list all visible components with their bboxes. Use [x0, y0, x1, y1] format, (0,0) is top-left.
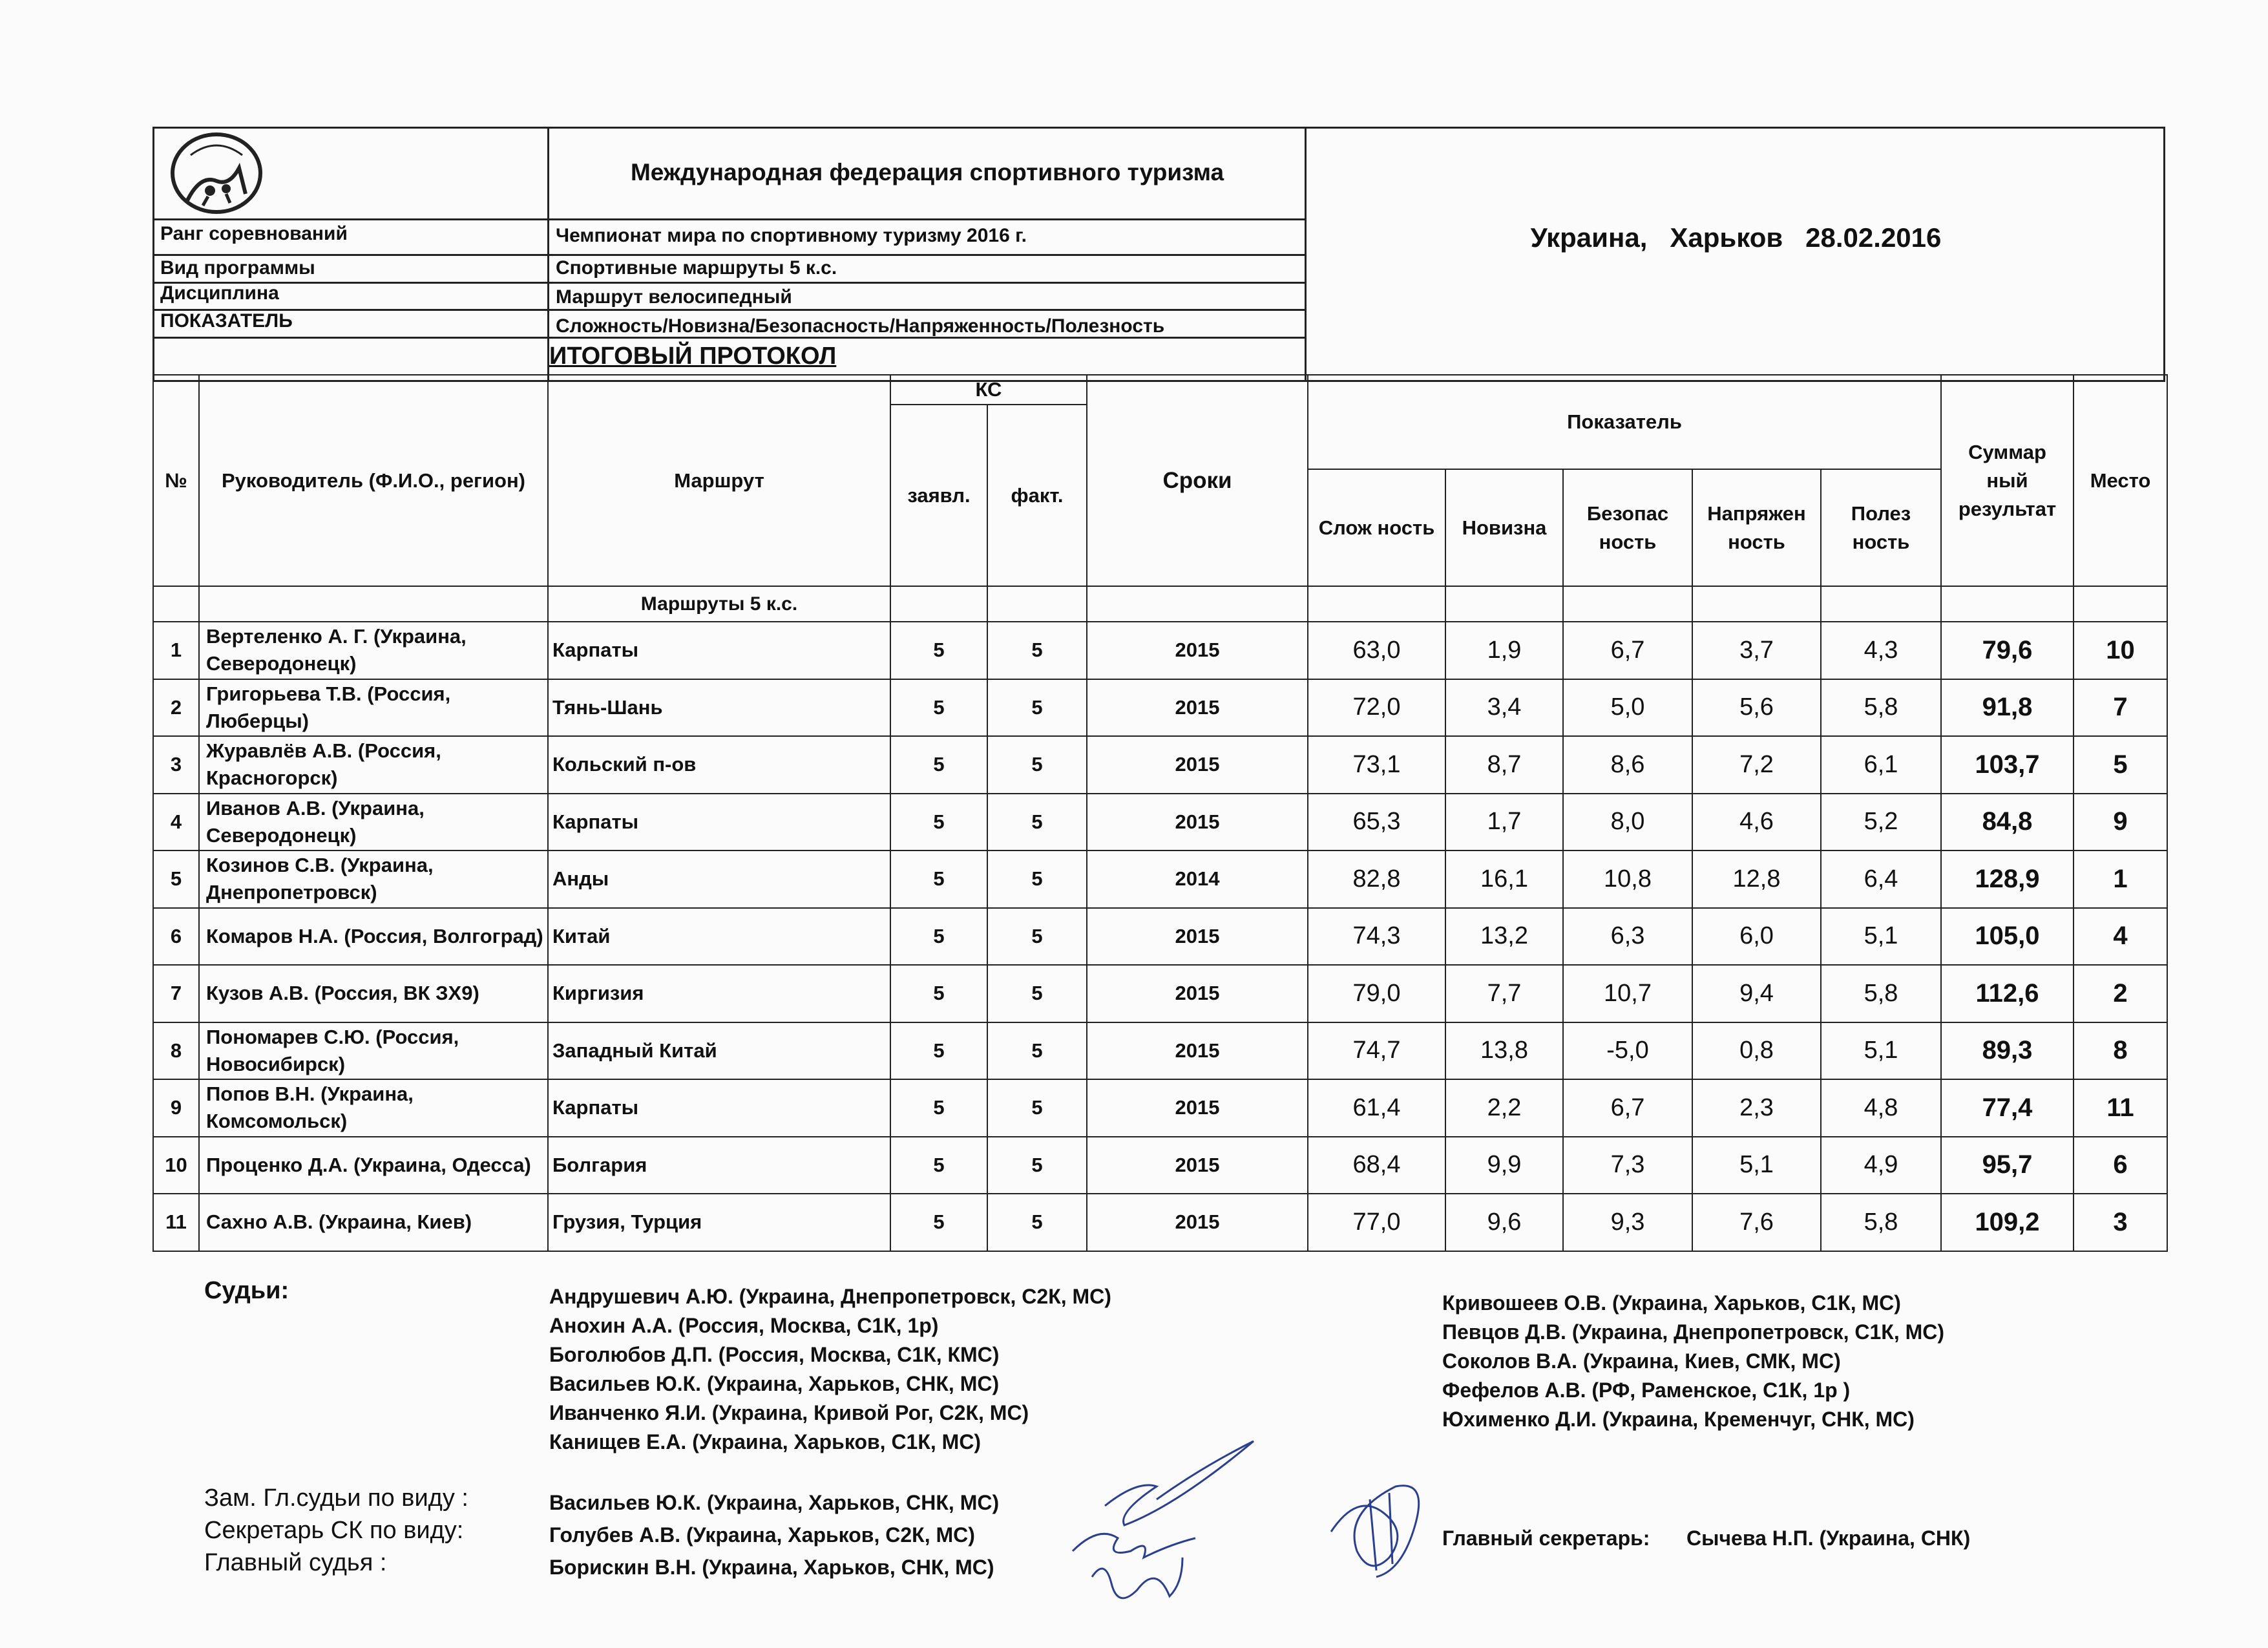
row-declared: 5: [890, 736, 987, 794]
row-intensity: 0,8: [1692, 1022, 1821, 1080]
col-total-label: Суммар ный результат: [1958, 440, 2057, 520]
row-declared: 5: [890, 908, 987, 966]
row-total: 79,6: [1941, 622, 2074, 679]
table-row: [153, 1022, 2167, 1080]
row-actual: 5: [987, 1079, 1087, 1137]
row-year: 2015: [1087, 622, 1308, 679]
col-indicator: Показатель: [1308, 375, 1941, 469]
row-declared: 5: [890, 622, 987, 679]
row-year: 2015: [1087, 1137, 1308, 1194]
row-safety: 6,7: [1563, 1079, 1692, 1137]
row-route: Киргизия: [548, 965, 890, 1022]
judge-line: Андрушевич А.Ю. (Украина, Днепропетровск, С2К, МС): [549, 1285, 1111, 1308]
row-route: Грузия, Турция: [548, 1194, 890, 1251]
row-intensity: 9,4: [1692, 965, 1821, 1022]
ifst-logo: [162, 129, 271, 216]
row-leader: Проценко Д.А. (Украина, Одесса): [199, 1137, 548, 1194]
org-title: Международная федерация спортивного туризма: [630, 159, 1224, 185]
row-leader: Кузов А.В. (Россия, ВК ЗХ9): [199, 965, 548, 1022]
row-route: Анды: [548, 850, 890, 908]
row-total: 77,4: [1941, 1079, 2074, 1137]
col-usefulness: [1821, 469, 1941, 586]
row-route: Карпаты: [548, 794, 890, 851]
row-declared: 5: [890, 1194, 987, 1251]
row-declared: 5: [890, 794, 987, 851]
row-route: Карпаты: [548, 622, 890, 679]
row-no: 11: [153, 1194, 199, 1251]
row-safety: 10,7: [1563, 965, 1692, 1022]
judge-line: Юхименко Д.И. (Украина, Кременчуг, СНК, МС): [1442, 1408, 1915, 1431]
row-safety: 8,6: [1563, 736, 1692, 794]
judge-line: Васильев Ю.К. (Украина, Харьков, СНК, МС): [549, 1372, 1000, 1395]
official-role: Главный судья :: [204, 1549, 387, 1576]
row-complexity: 63,0: [1308, 622, 1445, 679]
row-safety: 6,3: [1563, 908, 1692, 966]
ifst-logo-icon: [162, 129, 271, 216]
row-complexity: 82,8: [1308, 850, 1445, 908]
row-complexity: 79,0: [1308, 965, 1445, 1022]
judges-right-list: [1442, 1289, 1944, 1434]
signature-chief-secretary: [1318, 1474, 1447, 1583]
row-year: 2015: [1087, 1022, 1308, 1080]
row-route: Китай: [548, 908, 890, 966]
results-table: [152, 374, 2168, 1252]
row-total: 89,3: [1941, 1022, 2074, 1080]
row-route: Болгария: [548, 1137, 890, 1194]
row-safety: 7,3: [1563, 1137, 1692, 1194]
officials-names: [549, 1486, 999, 1583]
row-intensity: 7,6: [1692, 1194, 1821, 1251]
row-total: 95,7: [1941, 1137, 2074, 1194]
row-complexity: 61,4: [1308, 1079, 1445, 1137]
row-place: 4: [2074, 908, 2167, 966]
row-complexity: 72,0: [1308, 679, 1445, 737]
table-row: [153, 794, 2167, 851]
row-safety: 9,3: [1563, 1194, 1692, 1251]
judges-label: Судьи:: [204, 1277, 289, 1304]
row-no: 10: [153, 1137, 199, 1194]
official-name: Борискин В.Н. (Украина, Харьков, СНК, МС): [549, 1556, 994, 1579]
row-actual: 5: [987, 850, 1087, 908]
row-actual: 5: [987, 908, 1087, 966]
row-usefulness: 4,9: [1821, 1137, 1941, 1194]
col-novelty: Новизна: [1445, 469, 1563, 586]
rank-label: Ранг соревнований: [160, 223, 348, 244]
row-no: 7: [153, 965, 199, 1022]
row-intensity: 5,6: [1692, 679, 1821, 737]
row-place: 3: [2074, 1194, 2167, 1251]
row-no: 3: [153, 736, 199, 794]
col-no: №: [153, 375, 199, 586]
table-row: [153, 736, 2167, 794]
row-novelty: 1,9: [1445, 622, 1563, 679]
row-intensity: 5,1: [1692, 1137, 1821, 1194]
row-novelty: 8,7: [1445, 736, 1563, 794]
table-row: [153, 908, 2167, 966]
row-route: Кольский п-ов: [548, 736, 890, 794]
table-row: [153, 965, 2167, 1022]
row-actual: 5: [987, 1194, 1087, 1251]
row-safety: 8,0: [1563, 794, 1692, 851]
row-intensity: 4,6: [1692, 794, 1821, 851]
row-usefulness: 5,2: [1821, 794, 1941, 851]
row-place: 5: [2074, 736, 2167, 794]
row-intensity: 2,3: [1692, 1079, 1821, 1137]
row-complexity: 74,7: [1308, 1022, 1445, 1080]
row-leader: Иванов А.В. (Украина, Северодонецк): [199, 794, 548, 851]
row-intensity: 12,8: [1692, 850, 1821, 908]
row-novelty: 1,7: [1445, 794, 1563, 851]
row-declared: 5: [890, 1137, 987, 1194]
row-leader: Попов В.Н. (Украина, Комсомольск): [199, 1079, 548, 1137]
chief-secretary-name: Сычева Н.П. (Украина, СНК): [1686, 1527, 1971, 1550]
judge-line: Фефелов А.В. (РФ, Раменское, С1К, 1р ): [1442, 1379, 1851, 1402]
row-complexity: 65,3: [1308, 794, 1445, 851]
row-usefulness: 5,8: [1821, 679, 1941, 737]
col-actual: факт.: [987, 405, 1087, 586]
protocol-title: ИТОГОВЫЙ ПРОТОКОЛ: [549, 343, 837, 370]
judge-line: Канищев Е.А. (Украина, Харьков, С1К, МС): [549, 1430, 982, 1453]
official-role: Зам. Гл.судьи по виду :: [204, 1484, 468, 1512]
row-route: Западный Китай: [548, 1022, 890, 1080]
indicator-value: Сложность/Новизна/Безопасность/Напряженность/Полезность: [556, 315, 1165, 337]
judge-line: Певцов Д.В. (Украина, Днепропетровск, С1К, МС): [1442, 1320, 1945, 1344]
row-usefulness: 5,8: [1821, 1194, 1941, 1251]
row-complexity: 74,3: [1308, 908, 1445, 966]
row-place: 6: [2074, 1137, 2167, 1194]
row-novelty: 13,2: [1445, 908, 1563, 966]
table-row: [153, 850, 2167, 908]
row-complexity: 68,4: [1308, 1137, 1445, 1194]
row-total: 128,9: [1941, 850, 2074, 908]
col-usefulness-label: Полез ность: [1851, 502, 1911, 553]
row-year: 2015: [1087, 794, 1308, 851]
row-novelty: 7,7: [1445, 965, 1563, 1022]
row-safety: 10,8: [1563, 850, 1692, 908]
row-year: 2015: [1087, 736, 1308, 794]
judge-line: Иванченко Я.И. (Украина, Кривой Рог, С2К, МС): [549, 1401, 1029, 1424]
col-leader: [199, 375, 548, 586]
row-total: 112,6: [1941, 965, 2074, 1022]
row-novelty: 9,9: [1445, 1137, 1563, 1194]
row-total: 105,0: [1941, 908, 2074, 966]
row-declared: 5: [890, 1022, 987, 1080]
table-row: [153, 1079, 2167, 1137]
row-actual: 5: [987, 622, 1087, 679]
row-declared: 5: [890, 1079, 987, 1137]
row-total: 84,8: [1941, 794, 2074, 851]
row-leader: Комаров Н.А. (Россия, Волгоград): [199, 908, 548, 966]
row-year: 2015: [1087, 1079, 1308, 1137]
row-declared: 5: [890, 679, 987, 737]
row-place: 9: [2074, 794, 2167, 851]
row-actual: 5: [987, 965, 1087, 1022]
row-safety: 5,0: [1563, 679, 1692, 737]
row-route: Тянь-Шань: [548, 679, 890, 737]
row-usefulness: 5,8: [1821, 965, 1941, 1022]
col-intensity-label: Напряжен ность: [1707, 502, 1806, 553]
table-row: [153, 1137, 2167, 1194]
row-total: 109,2: [1941, 1194, 2074, 1251]
row-novelty: 16,1: [1445, 850, 1563, 908]
section-row: [153, 586, 2167, 622]
official-name: Васильев Ю.К. (Украина, Харьков, СНК, МС): [549, 1491, 1000, 1514]
row-novelty: 3,4: [1445, 679, 1563, 737]
discipline-value: Маршрут велосипедный: [556, 286, 792, 308]
row-no: 8: [153, 1022, 199, 1080]
table-row: [153, 679, 2167, 737]
row-no: 9: [153, 1079, 199, 1137]
program-label: Вид программы: [160, 257, 315, 279]
col-declared: заявл.: [890, 405, 987, 586]
row-intensity: 7,2: [1692, 736, 1821, 794]
row-usefulness: 6,4: [1821, 850, 1941, 908]
row-place: 1: [2074, 850, 2167, 908]
row-usefulness: 5,1: [1821, 908, 1941, 966]
col-safety: [1563, 469, 1692, 586]
row-usefulness: 4,3: [1821, 622, 1941, 679]
row-no: 5: [153, 850, 199, 908]
row-usefulness: 5,1: [1821, 1022, 1941, 1080]
row-actual: 5: [987, 1137, 1087, 1194]
row-novelty: 13,8: [1445, 1022, 1563, 1080]
row-intensity: 3,7: [1692, 622, 1821, 679]
indicator-label: ПОКАЗАТЕЛЬ: [160, 310, 293, 332]
row-actual: 5: [987, 679, 1087, 737]
official-name: Голубев А.В. (Украина, Харьков, С2К, МС): [549, 1523, 975, 1547]
row-route: Карпаты: [548, 1079, 890, 1137]
row-safety: -5,0: [1563, 1022, 1692, 1080]
program-value: Спортивные маршруты 5 к.с.: [556, 257, 837, 279]
row-leader: Пономарев С.Ю. (Россия, Новосибирск): [199, 1022, 548, 1080]
row-safety: 6,7: [1563, 622, 1692, 679]
officials-roles: [204, 1482, 468, 1579]
signature-deputy: [1008, 1428, 1266, 1616]
row-no: 4: [153, 794, 199, 851]
judge-line: Соколов В.А. (Украина, Киев, СМК, МС): [1442, 1349, 1841, 1373]
row-leader: Журавлёв А.В. (Россия, Красногорск): [199, 736, 548, 794]
row-place: 11: [2074, 1079, 2167, 1137]
row-usefulness: 6,1: [1821, 736, 1941, 794]
row-complexity: 77,0: [1308, 1194, 1445, 1251]
col-place: Место: [2074, 375, 2167, 586]
row-year: 2015: [1087, 1194, 1308, 1251]
col-leader-label: Руководитель (Ф.И.О., регион): [221, 469, 526, 492]
discipline-label: Дисциплина: [160, 282, 279, 304]
row-novelty: 9,6: [1445, 1194, 1563, 1251]
row-actual: 5: [987, 1022, 1087, 1080]
chief-secretary-role: Главный секретарь:: [1442, 1527, 1650, 1550]
row-usefulness: 4,8: [1821, 1079, 1941, 1137]
row-declared: 5: [890, 850, 987, 908]
col-route: Маршрут: [548, 375, 890, 586]
header-hline-1: [152, 218, 1305, 220]
col-complexity: Слож ность: [1308, 469, 1445, 586]
row-leader: Сахно А.В. (Украина, Киев): [199, 1194, 548, 1251]
row-no: 1: [153, 622, 199, 679]
judge-line: Боголюбов Д.П. (Россия, Москва, С1К, КМС): [549, 1343, 1000, 1366]
col-total: [1941, 375, 2074, 586]
location-date: Украина, Харьков 28.02.2016: [1530, 222, 1942, 253]
row-intensity: 6,0: [1692, 908, 1821, 966]
section-label: Маршруты 5 к.с.: [548, 586, 890, 622]
judge-line: Кривошеев О.В. (Украина, Харьков, С1К, МС): [1442, 1291, 1901, 1315]
judge-line: Анохин А.А. (Россия, Москва, С1К, 1р): [549, 1314, 939, 1337]
row-leader: Вертеленко А. Г. (Украина, Северодонецк): [199, 622, 548, 679]
row-declared: 5: [890, 965, 987, 1022]
row-place: 7: [2074, 679, 2167, 737]
rank-value: Чемпионат мира по спортивному туризму 2016 г.: [556, 225, 1027, 246]
table-row: [153, 622, 2167, 679]
row-place: 2: [2074, 965, 2167, 1022]
table-row: [153, 1194, 2167, 1251]
row-leader: Григорьева Т.В. (Россия, Люберцы): [199, 679, 548, 737]
col-dates: Сроки: [1087, 375, 1308, 586]
row-total: 91,8: [1941, 679, 2074, 737]
row-year: 2015: [1087, 908, 1308, 966]
row-actual: 5: [987, 794, 1087, 851]
row-novelty: 2,2: [1445, 1079, 1563, 1137]
row-no: 2: [153, 679, 199, 737]
row-place: 10: [2074, 622, 2167, 679]
col-ks: КС: [890, 375, 1087, 405]
row-complexity: 73,1: [1308, 736, 1445, 794]
row-year: 2015: [1087, 965, 1308, 1022]
row-no: 6: [153, 908, 199, 966]
row-total: 103,7: [1941, 736, 2074, 794]
col-safety-label: Безопас ность: [1586, 502, 1669, 553]
row-year: 2015: [1087, 679, 1308, 737]
row-place: 8: [2074, 1022, 2167, 1080]
row-actual: 5: [987, 736, 1087, 794]
col-intensity: [1692, 469, 1821, 586]
row-year: 2014: [1087, 850, 1308, 908]
row-leader: Козинов С.В. (Украина, Днепропетровск): [199, 850, 548, 908]
official-role: Секретарь СК по виду:: [204, 1517, 464, 1544]
